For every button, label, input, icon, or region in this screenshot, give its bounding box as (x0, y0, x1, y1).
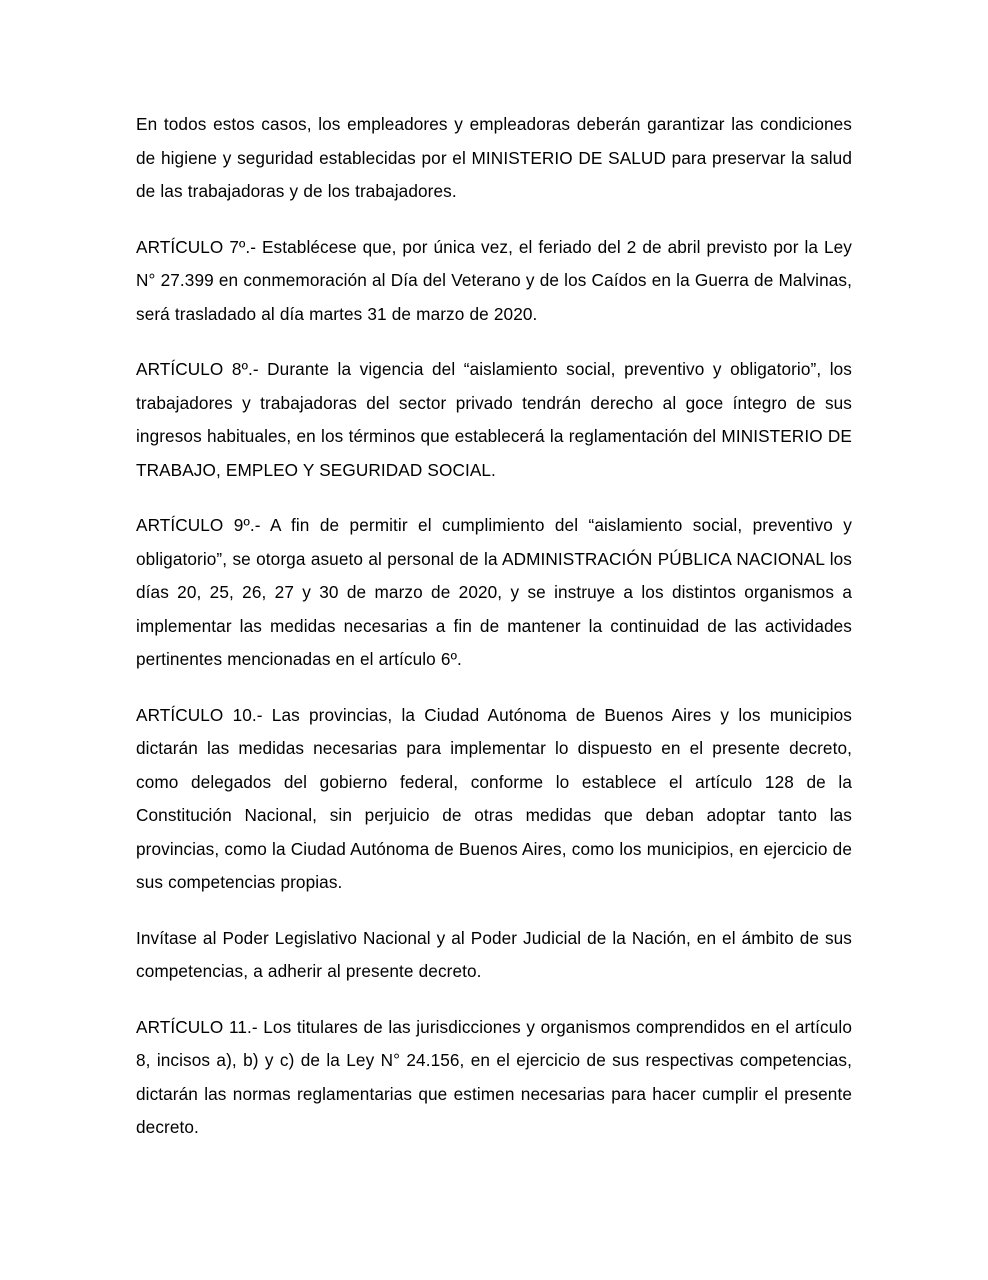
paragraph-articulo-9: ARTÍCULO 9º.- A fin de permitir el cumplimiento del “aislamiento social, preventivo y obligatorio”, se otorga asueto al personal de la ADMINISTRACIÓN PÚBLICA NACIONAL los días 20, 25, 26, 27 y 30 de marzo de 2020, y se instruye a los distintos organismos a implementar las medidas necesarias a fin de mantener la continuidad de las actividades pertinentes mencionadas en el artículo 6º. (136, 515, 852, 669)
paragraph-invitase-poderes: Invítase al Poder Legislativo Nacional y al Poder Judicial de la Nación, en el ámbito de sus competencias, a adherir al presente decreto. (136, 927, 852, 981)
paragraph-articulo-11: ARTÍCULO 11.- Los titulares de las jurisdicciones y organismos comprendidos en el artículo 8, incisos a), b) y c) de la Ley N° 24.156, en el ejercicio de sus respectivas competencias, dictarán las normas reglamentarias que estimen necesarias para hacer cumplir el presente decreto. (136, 1016, 852, 1137)
paragraph-articulo-8: ARTÍCULO 8º.- Durante la vigencia del “aislamiento social, preventivo y obligatorio”, los trabajadores y trabajadoras del sector privado tendrán derecho al goce íntegro de sus ingresos habituales, en los términos que establecerá la reglamentación del MINISTERIO DE TRABAJO, EMPLEO Y SEGURIDAD SOCIAL. (136, 359, 852, 480)
paragraph-condiciones-higiene: En todos estos casos, los empleadores y empleadoras deberán garantizar las condiciones de higiene y seguridad establecidas por el MINISTERIO DE SALUD para preservar la salud de las trabajadoras y de los trabajadores. (136, 114, 852, 201)
document-body (136, 108, 852, 1145)
paragraph-articulo-7: ARTÍCULO 7º.- Establécese que, por única vez, el feriado del 2 de abril previsto por la Ley N° 27.399 en conmemoración al Día del Veterano y de los Caídos en la Guerra de Malvinas, será trasladado al día martes 31 de marzo de 2020. (136, 236, 852, 324)
paragraph-articulo-10: ARTÍCULO 10.- Las provincias, la Ciudad Autónoma de Buenos Aires y los municipios dictarán las medidas necesarias para implementar lo dispuesto en el presente decreto, como delegados del gobierno federal, conforme lo establece el artículo 128 de la Constitución Nacional, sin perjuicio de otras medidas que deban adoptar tanto las provincias, como la Ciudad Autónoma de Buenos Aires, como los municipios, en ejercicio de sus competencias propias. (136, 704, 852, 892)
